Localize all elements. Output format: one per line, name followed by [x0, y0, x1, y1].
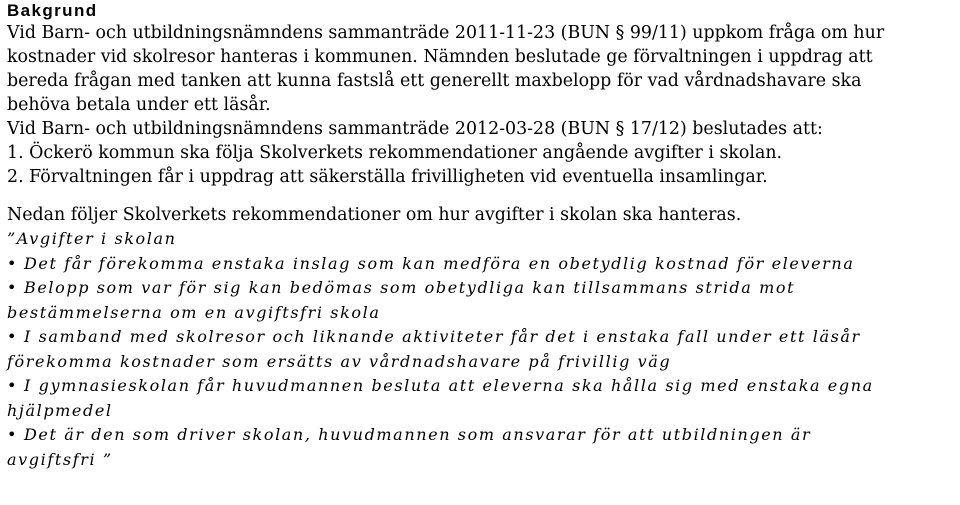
quote-text: avgiftsfri ”: [7, 449, 113, 469]
quote-text: Det får förekomma enstaka inslag som kan medföra en obetydlig kostnad för eleverna: [24, 253, 855, 273]
paragraph-line: kostnader vid skolresor hanteras i kommunen. Nämnden beslutade ge förvaltningen i uppdrag att: [7, 47, 873, 67]
paragraph-line: Vid Barn- och utbildningsnämndens sammanträde 2011-11-23 (BUN § 99/11) uppkom fråga om hur: [7, 23, 885, 43]
bullet-marker: •: [7, 376, 19, 395]
quote-text: Belopp som var för sig kan bedömas som obetydliga kan tillsammans strida mot: [24, 278, 796, 297]
quote-text: förekomma kostnader som ersätts av vårdnadshavare på frivillig väg: [7, 351, 672, 371]
quote-bullet-item: [7, 374, 957, 399]
decision-item: 1. Öckerö kommun ska följa Skolverkets rekommendationer angående avgifter i skolan.: [7, 143, 783, 163]
quote-continuation-line: [7, 301, 957, 326]
paragraph-line: behöva betala under ett läsår.: [7, 95, 271, 115]
paragraph-spacer: [7, 189, 957, 203]
quote-title: ”Avgifter i skolan: [7, 229, 177, 248]
paragraph-line: Vid Barn- och utbildningsnämndens sammanträde 2012-03-28 (BUN § 17/12) beslutades att:: [7, 119, 823, 139]
background-paragraph: [7, 21, 957, 117]
quote-text: Det är den som driver skolan, huvudmannen som ansvarar för att utbildningen är: [24, 425, 812, 444]
quote-continuation-line: [7, 350, 957, 375]
quote-bullet-item: [7, 252, 957, 277]
quote-bullet-item: [7, 276, 957, 301]
quote-bullet-item: [7, 325, 957, 350]
quote-text: I gymnasieskolan får huvudmannen besluta att eleverna ska hålla sig med enstaka egna: [24, 376, 874, 395]
bullet-marker: •: [7, 425, 19, 444]
decision-item: 2. Förvaltningen får i uppdrag att säkerställa frivilligheten vid eventuella insamlingar.: [7, 167, 768, 187]
quote-list: [7, 252, 957, 473]
quote-text: I samband med skolresor och liknande aktiviteter får det i enstaka fall under ett läsår: [24, 327, 861, 346]
quote-text: hjälpmedel: [7, 400, 113, 420]
quote-continuation-line: [7, 399, 957, 424]
recommendations-intro: Nedan följer Skolverkets rekommendationer om hur avgifter i skolan ska hanteras.: [7, 205, 742, 225]
quote-bullet-item: [7, 423, 957, 448]
section-heading: Bakgrund: [7, 1, 98, 20]
bullet-marker: •: [7, 253, 19, 273]
quote-continuation-line: [7, 448, 957, 473]
document-page: [7, 0, 957, 472]
bullet-marker: •: [7, 327, 19, 346]
quote-text: bestämmelserna om en avgiftsfri skola: [7, 302, 381, 322]
bullet-marker: •: [7, 278, 19, 297]
quote-block: [7, 227, 957, 472]
paragraph-line: bereda frågan med tanken att kunna fastslå ett generellt maxbelopp för vad vårdnadshavare ska: [7, 71, 862, 91]
decision-paragraph: [7, 117, 957, 189]
